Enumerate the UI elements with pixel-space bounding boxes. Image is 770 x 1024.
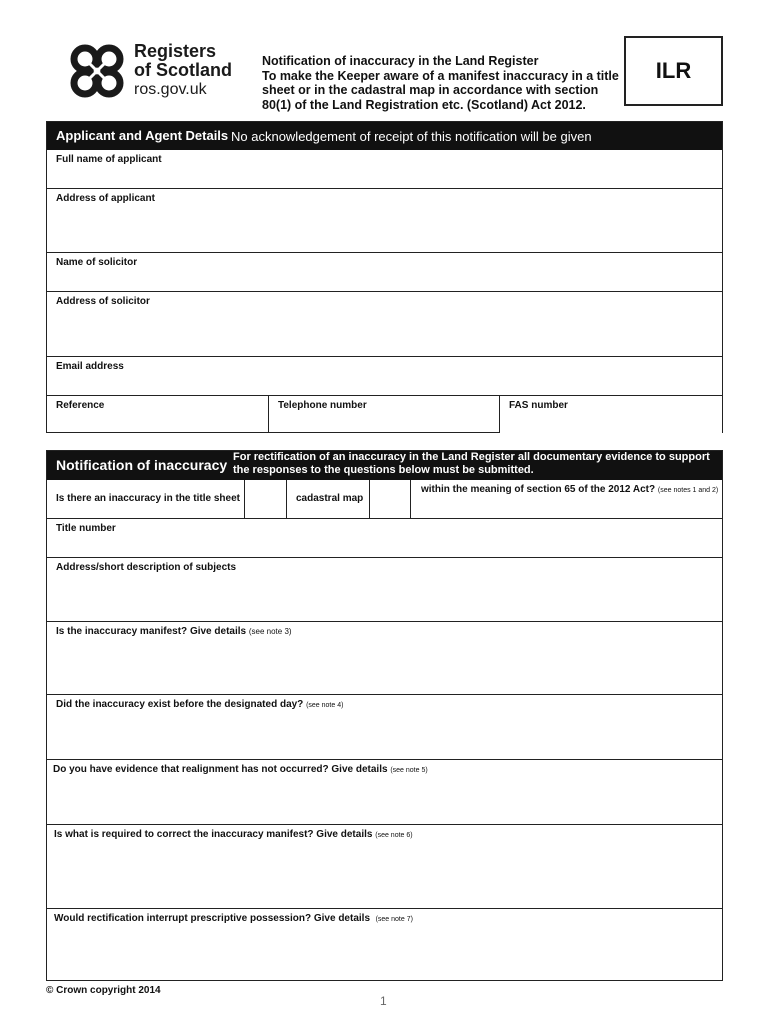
applicant-section-title: Applicant and Agent Details [56, 128, 229, 143]
form-heading [262, 54, 622, 112]
ros-logo [68, 42, 248, 102]
realignment-question [53, 764, 428, 775]
section-65-question [421, 484, 718, 495]
full-name-field[interactable] [47, 150, 722, 188]
subjects-address-label: Address/short description of subjects [56, 562, 237, 573]
correction-note: (see note 6) [375, 832, 413, 839]
subjects-address-field[interactable] [47, 557, 722, 621]
title-number-field[interactable] [47, 518, 722, 557]
telephone-label: Telephone number [278, 400, 367, 411]
prescriptive-note: (see note 7) [375, 916, 413, 923]
section-65-note: (see notes 1 and 2) [657, 487, 719, 494]
ros-logo-text [134, 42, 232, 99]
form-title: Notification of inaccuracy in the Land Register [262, 54, 539, 68]
title-sheet-question: Is there an inaccuracy in the title sheet [56, 493, 240, 504]
evidence-note: For rectification of an inaccuracy in the Land Register all documentary evidence to support the responses to the questions below must be submitted. [233, 451, 710, 476]
applicant-address-field[interactable] [47, 188, 722, 252]
solicitor-address-label: Address of solicitor [56, 296, 150, 307]
acknowledgement-note: No acknowledgement of receipt of this notification will be given [231, 129, 592, 144]
reference-label: Reference [56, 400, 105, 411]
title-sheet-checkbox[interactable] [244, 480, 286, 518]
designated-day-text: Did the inaccuracy exist before the designated day? [56, 699, 304, 710]
cadastral-map-label: cadastral map [296, 493, 364, 504]
form-subtitle: To make the Keeper aware of a manifest inaccuracy in a title sheet or in the cadastral map in accordance with section 80(1) of the Land Registration etc. (Scotland) Act 2012. [262, 68, 619, 112]
section-65-text: within the meaning of section 65 of the 2012 Act? [421, 484, 656, 495]
correction-text: Is what is required to correct the inaccuracy manifest? Give details [54, 829, 373, 840]
prescriptive-details-field[interactable] [47, 908, 722, 980]
copyright-notice: © Crown copyright 2014 [46, 985, 161, 996]
realignment-text: Do you have evidence that realignment has not occurred? Give details [53, 764, 388, 775]
realignment-note: (see note 5) [390, 767, 428, 774]
manifest-text: Is the inaccuracy manifest? Give details [56, 626, 247, 637]
designated-day-note: (see note 4) [306, 702, 344, 709]
applicant-section-header [47, 122, 722, 150]
cadastral-map-checkbox[interactable] [369, 480, 410, 518]
prescriptive-text: Would rectification interrupt prescriptive possession? Give details [54, 913, 371, 924]
email-field[interactable] [47, 356, 722, 395]
inaccuracy-type-row [47, 480, 722, 518]
realignment-details-field[interactable] [47, 759, 722, 824]
manifest-question [56, 626, 292, 637]
cadastral-map-cell [286, 480, 369, 518]
notification-section-header [47, 451, 722, 480]
fas-label: FAS number [509, 400, 568, 411]
logo-url: ros.gov.uk [134, 81, 207, 98]
applicant-address-label: Address of applicant [56, 193, 155, 204]
title-number-label: Title number [56, 523, 116, 534]
form-code-box: ILR [624, 36, 723, 106]
page-number: 1 [380, 994, 387, 1008]
logo-name-line2: of Scotland [134, 60, 232, 80]
fas-field[interactable] [499, 396, 722, 433]
applicant-agent-section [46, 121, 723, 433]
notification-section [46, 450, 723, 981]
correction-question [54, 829, 413, 840]
manifest-details-field[interactable] [47, 621, 722, 694]
designated-day-question [56, 699, 343, 710]
email-label: Email address [56, 361, 124, 372]
designated-day-field[interactable] [47, 694, 722, 759]
solicitor-name-field[interactable] [47, 252, 722, 291]
full-name-label: Full name of applicant [56, 154, 162, 165]
prescriptive-question [54, 913, 413, 924]
solicitor-address-field[interactable] [47, 291, 722, 356]
notification-section-title: Notification of inaccuracy [56, 457, 228, 473]
reference-row [47, 395, 722, 433]
solicitor-name-label: Name of solicitor [56, 257, 138, 268]
manifest-note: (see note 3) [248, 627, 292, 636]
section-65-cell [410, 480, 722, 518]
correction-details-field[interactable] [47, 824, 722, 908]
logo-name-line1: Registers [134, 41, 217, 61]
ros-knot-logo-icon [68, 42, 126, 100]
